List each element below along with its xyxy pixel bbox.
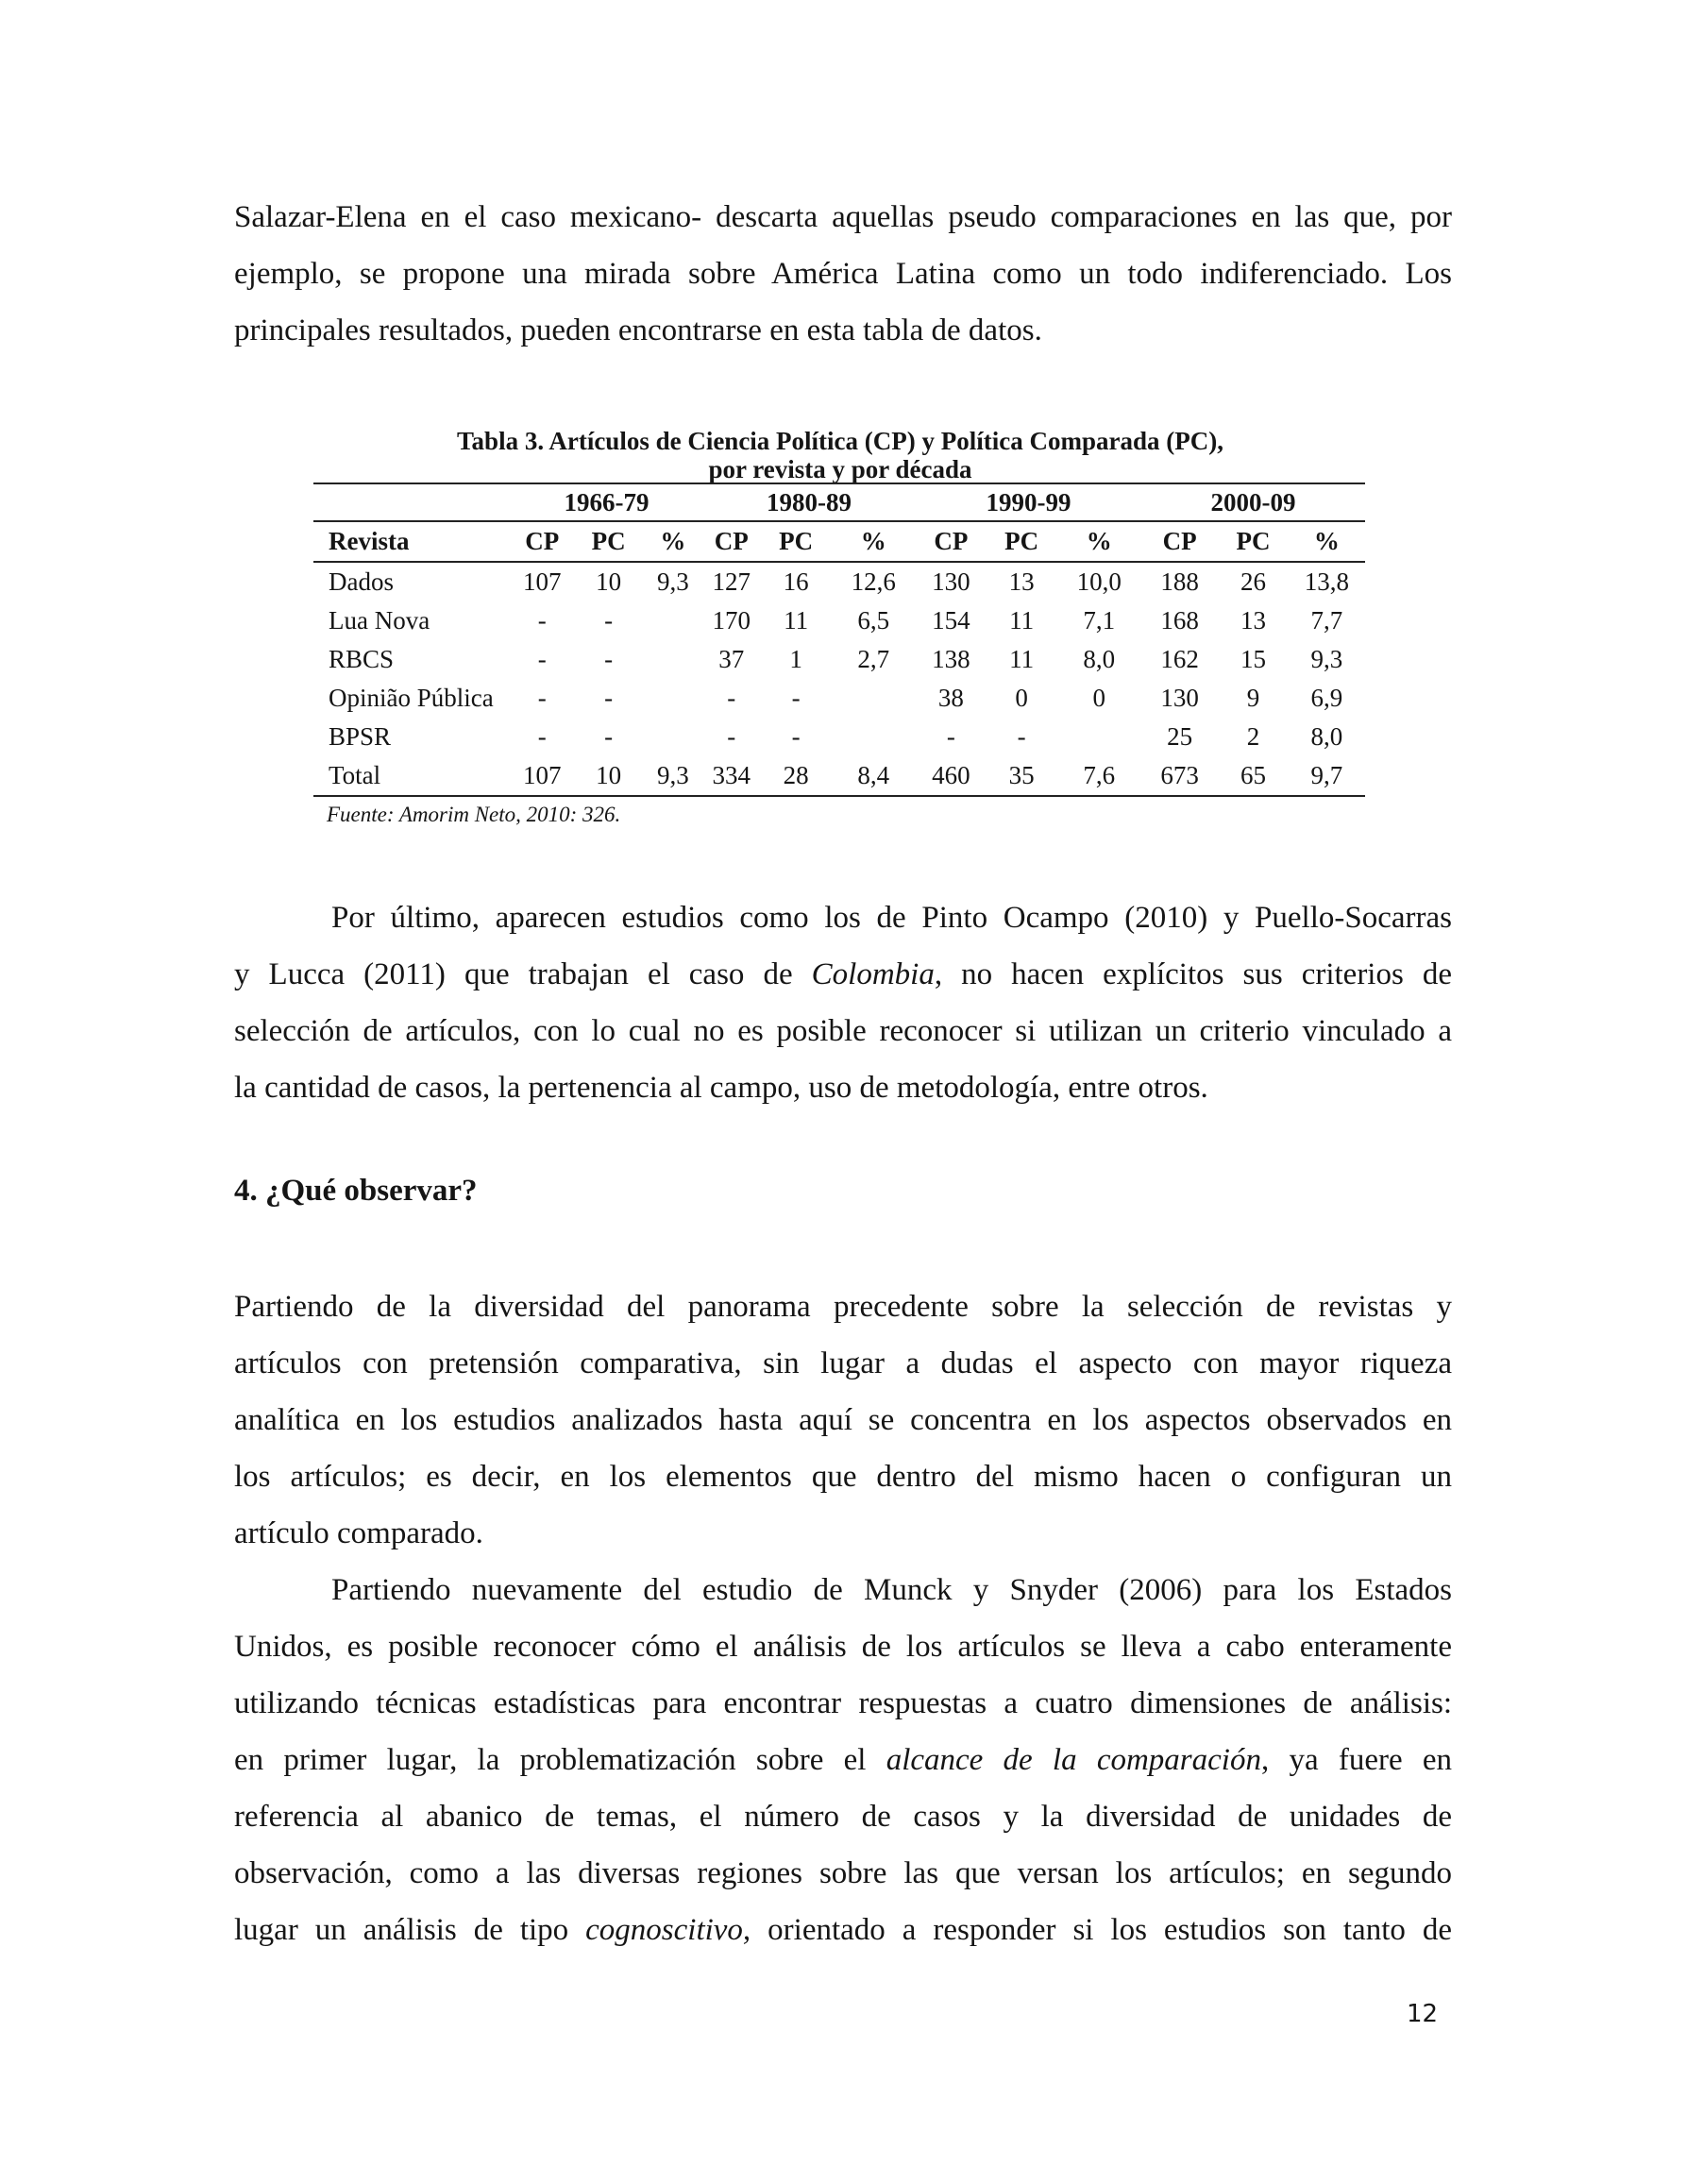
table-cell: 7,1 [1083, 606, 1116, 635]
table-cell [644, 679, 702, 718]
table-cell: 10,0 [1076, 567, 1122, 596]
table-cell: 130 [932, 567, 970, 596]
table-cell [644, 601, 702, 640]
table-cell: 162 [1160, 645, 1199, 673]
table-cell: 2 [1246, 722, 1260, 751]
column-header: % [1056, 521, 1141, 562]
table-cell: 35 [987, 756, 1057, 796]
table-cell: 127 [712, 567, 751, 596]
paragraph-colombia [234, 889, 1452, 1116]
table-cell: - [604, 684, 614, 712]
table-cell: 9,3 [1310, 645, 1343, 673]
row-label-cell: Dados [329, 567, 394, 596]
table-caption-line: por revista y por década [708, 455, 972, 483]
section-heading: 4. ¿Qué observar? [234, 1174, 478, 1208]
text-line: analítica en los estudios analizados hasta aquí se concentra en los aspectos observados en [234, 1403, 1452, 1437]
table-cell: 170 [712, 606, 751, 635]
table-cell: 25 [1167, 722, 1193, 751]
table-cell: 673 [1141, 756, 1218, 796]
table-cell: 2,7 [857, 645, 890, 673]
table-cell: 1 [789, 645, 802, 673]
table-cell: 130 [1160, 684, 1199, 712]
table-row [313, 756, 1365, 796]
table-cell: 26 [1240, 567, 1266, 596]
table-cell [1056, 718, 1141, 756]
table-cell: - [791, 722, 801, 751]
table-cell: 0 [1015, 684, 1028, 712]
text-line: ejemplo, se propone una mirada sobre América Latina como un todo indiferenciado. Los [234, 257, 1452, 291]
table-cell: - [537, 645, 547, 673]
text-line: Salazar-Elena en el caso mexicano- descarta aquellas pseudo comparaciones en las que, por [234, 200, 1452, 234]
table-row [313, 640, 1365, 679]
table-cell: 107 [511, 756, 573, 796]
table-cell [831, 679, 916, 718]
table-cell: 334 [702, 756, 761, 796]
table-cell: 11 [784, 606, 809, 635]
table-cell: 7,6 [1056, 756, 1141, 796]
table-cell: - [727, 722, 736, 751]
text-line: en primer lugar, la problematización sobre el alcance de la comparación, ya fuere en [234, 1743, 1452, 1777]
column-header: CP [511, 521, 573, 562]
table-cell: 8,4 [831, 756, 916, 796]
column-header-row [313, 521, 1365, 562]
table-cell: 0 [1092, 684, 1105, 712]
row-label-cell: Lua Nova [329, 606, 430, 635]
table-cell: 8,0 [1310, 722, 1343, 751]
table-cell: - [1017, 722, 1026, 751]
table-cell: 9,3 [657, 567, 689, 596]
column-header: % [831, 521, 916, 562]
header-cell-empty [313, 483, 511, 521]
table-cell [644, 718, 702, 756]
decade-header-row [313, 483, 1365, 521]
table-cell: 9,3 [644, 756, 702, 796]
table-row [313, 679, 1365, 718]
text-line: los artículos; es decir, en los elementos que dentro del mismo hacen o configuran un [234, 1460, 1452, 1494]
table-cell: 154 [932, 606, 970, 635]
text-line: lugar un análisis de tipo cognoscitivo, orientado a responder si los estudios son tanto de [234, 1913, 1452, 1947]
table-cell [644, 640, 702, 679]
table-cell: 7,7 [1310, 606, 1343, 635]
table-cell: 188 [1160, 567, 1199, 596]
text-line: la cantidad de casos, la pertenencia al campo, uso de metodología, entre otros. [234, 1071, 1208, 1105]
decade-header: 1966-79 [511, 483, 702, 521]
table-cell: 38 [937, 684, 964, 712]
table-cell: 65 [1218, 756, 1289, 796]
table-cell: 10 [573, 756, 644, 796]
column-header: PC [761, 521, 832, 562]
text-line: observación, como a las diversas regiones sobre las que versan los artículos; en segundo [234, 1856, 1452, 1890]
text-line: principales resultados, pueden encontrarse en esta tabla de datos. [234, 313, 1042, 347]
table-cell: - [946, 722, 955, 751]
table-cell: 37 [718, 645, 745, 673]
table-cell: 460 [916, 756, 987, 796]
row-label-cell: RBCS [329, 645, 395, 673]
table-source: Fuente: Amorim Neto, 2010: 326. [327, 803, 621, 826]
paragraph-munck-snyder [234, 1562, 1452, 1958]
table-cell: 8,0 [1083, 645, 1116, 673]
text-line: Partiendo de la diversidad del panorama precedente sobre la selección de revistas y [234, 1290, 1452, 1324]
text-line: Por último, aparecen estudios como los de Pinto Ocampo (2010) y Puello-Socarras [331, 901, 1452, 935]
table-cell: - [604, 606, 614, 635]
text-line: Partiendo nuevamente del estudio de Munck y Snyder (2006) para los Estados [331, 1573, 1452, 1607]
decade-header: 2000-09 [1141, 483, 1365, 521]
table-cell: 28 [761, 756, 832, 796]
text-line: Unidos, es posible reconocer cómo el análisis de los artículos se lleva a cabo enteramente [234, 1630, 1452, 1664]
table-cell: - [727, 684, 736, 712]
table-cell: 9,7 [1289, 756, 1365, 796]
table-row [313, 718, 1365, 756]
column-header: Revista [313, 521, 511, 562]
table-cell: 9 [1246, 684, 1260, 712]
column-header: PC [1218, 521, 1289, 562]
table-cell: - [604, 722, 614, 751]
row-label-cell: Total [313, 756, 511, 796]
table-cell: 107 [522, 567, 562, 596]
text-line: artículos con pretensión comparativa, sin lugar a dudas el aspecto con mayor riqueza [234, 1346, 1452, 1380]
table-cell: 16 [783, 567, 809, 596]
row-label-cell: BPSR [329, 722, 392, 751]
table-caption-line: Tabla 3. Artículos de Ciencia Política (CP) y Política Comparada (PC), [457, 427, 1223, 455]
table-cell: 138 [932, 645, 970, 673]
table-row [313, 601, 1365, 640]
text-line: artículo comparado. [234, 1516, 483, 1550]
text-line: referencia al abanico de temas, el número de casos y la diversidad de unidades de [234, 1800, 1452, 1834]
table-cell: - [537, 606, 547, 635]
row-label-cell: Opinião Pública [329, 684, 494, 712]
column-header: CP [702, 521, 761, 562]
table-cell: - [604, 645, 614, 673]
intro-paragraph [234, 189, 1452, 359]
table-cell: 11 [1009, 606, 1035, 635]
table-cell: 13,8 [1304, 567, 1350, 596]
text-line: y Lucca (2011) que trabajan el caso de Colombia, no hacen explícitos sus criterios de [234, 957, 1453, 991]
table-cell: 15 [1240, 645, 1266, 673]
table-cell: - [537, 684, 547, 712]
table-cell: 6,5 [857, 606, 890, 635]
table-row [313, 562, 1365, 601]
column-header: % [1289, 521, 1365, 562]
table-cell: - [537, 722, 547, 751]
paragraph-observar [234, 1278, 1452, 1562]
column-header: CP [916, 521, 987, 562]
column-header: % [644, 521, 702, 562]
table-cell: 11 [1009, 645, 1035, 673]
decade-header: 1990-99 [916, 483, 1141, 521]
column-header: CP [1141, 521, 1218, 562]
table-cell [831, 718, 916, 756]
page-number: 12 [1407, 2000, 1439, 2028]
decade-header: 1980-89 [702, 483, 916, 521]
column-header: PC [573, 521, 644, 562]
text-line: utilizando técnicas estadísticas para encontrar respuestas a cuatro dimensiones de análisis: [234, 1686, 1452, 1720]
table-cell: 13 [1008, 567, 1035, 596]
table-cell: 12,6 [851, 567, 896, 596]
text-line: selección de artículos, con lo cual no es posible reconocer si utilizan un criterio vinculado a [234, 1014, 1452, 1048]
table-cell: 10 [596, 567, 622, 596]
table-cell: 168 [1160, 606, 1199, 635]
table-cell: 13 [1240, 606, 1266, 635]
table-cell: 6,9 [1310, 684, 1343, 712]
table-caption [312, 427, 1369, 483]
table-cell: - [791, 684, 801, 712]
column-header: PC [987, 521, 1057, 562]
data-table [313, 483, 1365, 797]
